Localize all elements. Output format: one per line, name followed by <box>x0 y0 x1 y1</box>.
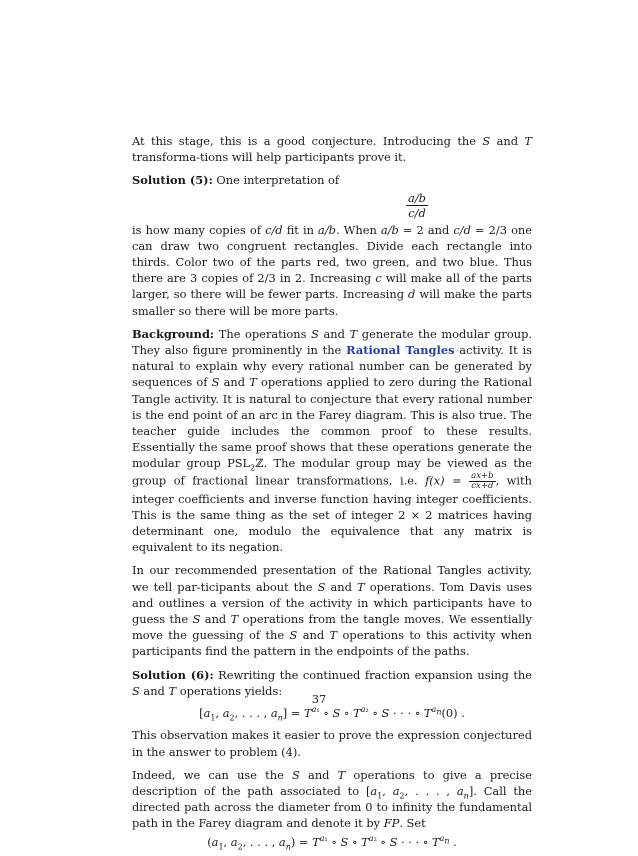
paragraph-observation: This observation makes it easier to prove the expression conjectured in the answer to problem (4). <box>132 728 532 759</box>
rational-tangles-link[interactable]: Rational Tangles <box>346 343 455 358</box>
text: At this stage, this is a good conjecture. Introducing the <box>132 134 483 148</box>
solution-5 <box>132 172 532 188</box>
fraction-inline <box>469 472 495 491</box>
math-t: T <box>249 375 257 390</box>
math-s: S <box>482 134 491 148</box>
text: transforma-tions will help participants prove it. <box>132 150 407 165</box>
math: a/b <box>380 222 399 237</box>
text: = 2 and <box>398 222 454 237</box>
text: and <box>325 579 357 594</box>
math: c <box>375 271 382 286</box>
subscript-2: 2 <box>250 463 256 473</box>
text: operations to give a precise description of the path associated to <box>132 767 532 798</box>
solution-5-body <box>132 222 532 319</box>
text: activity. It is natural to explain why every rational number can be generated by sequences of <box>132 343 533 390</box>
math-s: S <box>311 326 319 341</box>
math: a/b <box>318 222 336 237</box>
text: . Set <box>399 816 426 831</box>
math-t: T <box>230 612 239 627</box>
text: Indeed, we can use the <box>132 767 293 782</box>
text: and <box>297 628 330 643</box>
text: operations applied to zero during the Rational Tangle activity. It is natural to conjecture that every rational number is the end point of an arc in the Farey diagram. This is also true. The teacher guide includes the common proof to these results. Essentially the same proof shows that these operations generate the modular group PSL <box>132 375 532 471</box>
paragraph-recommended <box>132 562 532 659</box>
math-s: S <box>317 579 326 594</box>
equation-continued-fraction: [$a_1$, $a_2$, . . . , $a_n] = T^{a_1}$ ∘ S ∘ $T^{a_2}$ ∘ S · · · ∘ $T^{a_n}(0)$ . <box>199 705 465 723</box>
text: is how many copies of <box>132 222 266 237</box>
math: d <box>408 287 416 302</box>
text: and <box>200 612 231 627</box>
math-t: T <box>357 579 365 594</box>
math-s: S <box>211 375 220 390</box>
math-t: T <box>524 134 532 148</box>
fraction-numerator: a/b <box>408 190 426 205</box>
text: One interpretation of <box>212 173 340 188</box>
text: operations. Tom Davis uses and outlines a version of the activity in which participants have to guess the <box>132 579 532 627</box>
text: ℤ. The modular group may be viewed as the group of fractional linear transformations, i.e. <box>132 456 532 488</box>
math-t: T <box>349 326 358 341</box>
text: . Call the directed path across the diameter from 0 to infinity the fundamental path in the Farey diagram and denote it by <box>132 783 532 831</box>
text: and <box>490 134 525 148</box>
text: fit in <box>282 222 319 237</box>
background-label: Background: <box>132 326 215 341</box>
fraction-denominator: c/d <box>408 205 426 220</box>
text: operations yields: <box>176 683 283 698</box>
background-paragraph: Background: The operations S and T generate the modular group. They also figure prominently in the Rational Tangles activity. It is natural to explain why every rational number can be generated by sequences of S and T operations applied to zero during the Rational Tangle activity. It is natural to conjecture that every rational number is the end point of an arc in the Farey diagram. This is also true. The teacher guide includes the common proof to these results. Essentially the same proof shows that these operations generate the modular group $PSL_2ℤ$. The modular group may be viewed as the group of fractional linear transformations, i.e. f(x) = $\frac{ax+b}{cx+d}$ , with integer coefficients and inverse function having integer coefficients. This is the same thing as the set of integer 2 × 2 matrices having determinant one, modulo the equivalence that any matrix is equivalent to its negation. <box>132 326 533 555</box>
text: and <box>219 375 250 390</box>
math-fx: f(x) <box>425 473 445 488</box>
text: operations to this activity when participants find the pattern in the endpoints of the paths. <box>132 628 532 659</box>
math-s: S <box>292 767 300 782</box>
math-t: T <box>168 683 177 698</box>
math: c/d <box>265 222 283 237</box>
fraction-numerator: ax+b <box>471 470 494 481</box>
text: generate the modular group. They also figure prominently in the <box>132 326 532 358</box>
math-s: S <box>289 628 298 643</box>
paragraph-indeed: Indeed, we can use the S and T operations to give a precise description of the path associated to [$a_1$, $a_2$, . . . , $a_n$]. Call the directed path across the diameter from 0 to infinity the fundamental path in the Farey diagram and denote it by FP. Set <box>132 767 532 831</box>
text: and <box>318 326 350 341</box>
solution-6-label: Solution (6): <box>132 667 214 682</box>
equation-path: ($a_1$, $a_2$, . . . , $a_n) = T^{a_1}$ ∘ S ∘ $T^{a_2}$ ∘ S · · · ∘ $T^{a_n}$ . <box>207 833 457 851</box>
text: and <box>299 767 338 782</box>
math-s: S <box>192 612 201 627</box>
fraction-denominator: cx+d <box>471 480 494 491</box>
math: c/d <box>453 222 471 237</box>
text: operations from the tangle moves. We essentially move the guessing of the <box>132 612 532 643</box>
text: , with integer coefficients and inverse function having integer coefficients. This is the same thing as the set of integer 2 × 2 matrices having determinant one, modulo the equivalence that any matrix is equivalent to its negation. <box>132 473 532 555</box>
text: The operations <box>214 326 312 341</box>
math-s: S <box>132 683 140 698</box>
display-fraction <box>132 191 532 220</box>
math-fp: FP <box>383 816 400 831</box>
fraction <box>406 191 428 220</box>
paragraph-conjecture <box>132 133 532 165</box>
text: In our recommended presentation of the Rational Tangles activity, we tell par-ticipants about the <box>132 563 532 594</box>
solution-5-label: Solution (5): <box>132 173 213 188</box>
text: and <box>139 683 169 698</box>
text: . When <box>335 222 381 237</box>
page-body <box>132 133 532 856</box>
text: = 2/3 one can draw two congruent rectangles. Divide each rectangle into thirds. Color two of the parts red, two green, and two blue. Thus there are 3 copies of 2/3 in 2. Increasing <box>132 222 533 286</box>
math-t: T <box>337 767 346 782</box>
text: Rewriting the continued fraction expansion using the <box>213 667 532 682</box>
page-number: 37 <box>311 692 327 706</box>
math-t: T <box>329 628 338 643</box>
text: will make the parts smaller so there will be more parts. <box>132 287 532 318</box>
text: will make all of the parts larger, so there will be fewer parts. Increasing <box>132 271 532 302</box>
